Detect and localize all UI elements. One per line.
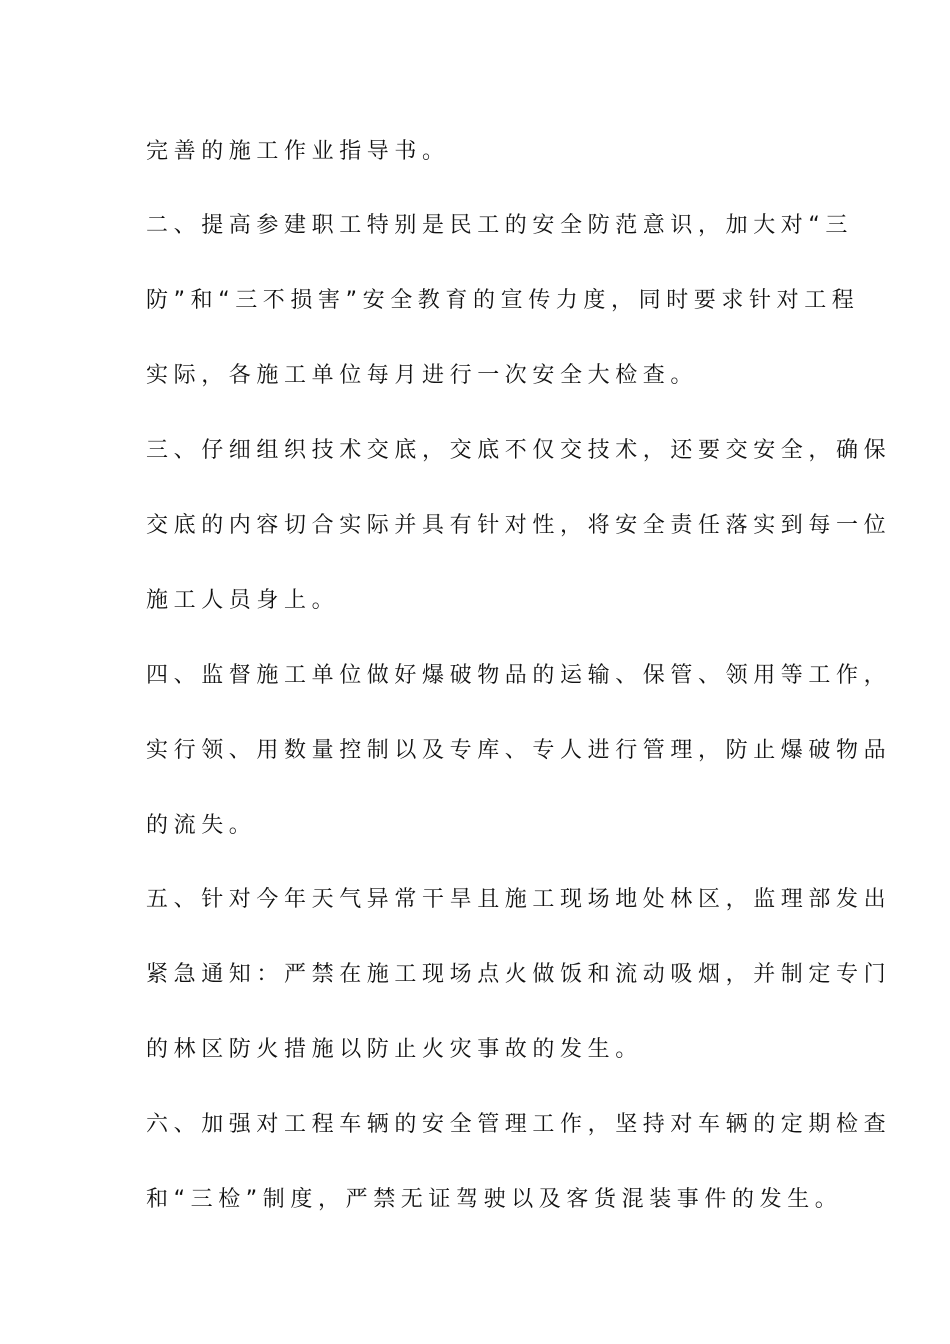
- paragraph-5-line-2: 紧急通知：严禁在施工现场点火做饭和流动吸烟，并制定专门: [146, 962, 892, 987]
- paragraph-6-line-2: 和“三检”制度，严禁无证驾驶以及客货混装事件的发生。: [146, 1187, 843, 1212]
- paragraph-2-line-2: 防”和“三不损害”安全教育的宣传力度，同时要求针对工程: [146, 288, 860, 313]
- paragraph-4-line-3: 的流失。: [146, 813, 257, 838]
- paragraph-2-line-1: 二、提高参建职工特别是民工的安全防范意识，加大对“三: [146, 213, 853, 238]
- paragraph-3-line-2: 交底的内容切合实际并具有针对性，将安全责任落实到每一位: [146, 513, 892, 538]
- paragraph-4-line-2: 实行领、用数量控制以及专库、专人进行管理，防止爆破物品: [146, 738, 892, 763]
- paragraph-5-line-1: 五、针对今年天气异常干旱且施工现场地处林区，监理部发出: [146, 887, 892, 912]
- paragraph-3-line-3: 施工人员身上。: [146, 588, 340, 613]
- paragraph-4-line-1: 四、监督施工单位做好爆破物品的运输、保管、领用等工作，: [146, 663, 892, 688]
- paragraph-3-line-1: 三、仔细组织技术交底，交底不仅交技术，还要交安全，确保: [146, 438, 892, 463]
- paragraph-5-line-3: 的林区防火措施以防止火灾事故的发生。: [146, 1037, 643, 1062]
- paragraph-2-line-3: 实际，各施工单位每月进行一次安全大检查。: [146, 363, 699, 388]
- paragraph-6-line-1: 六、加强对工程车辆的安全管理工作，坚持对车辆的定期检查: [146, 1112, 892, 1137]
- paragraph-1-line-1: 完善的施工作业指导书。: [146, 139, 450, 164]
